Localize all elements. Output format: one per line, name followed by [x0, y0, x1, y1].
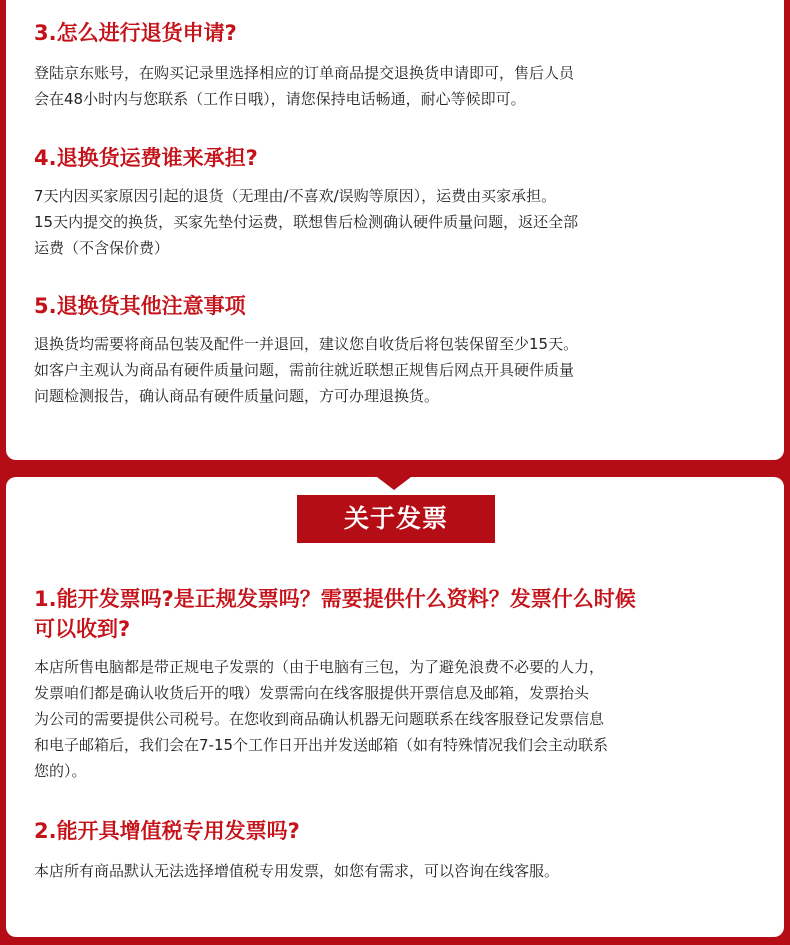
- answer-line: 15天内提交的换货，买家先垫付运费，联想售后检测确认硬件质量问题，返还全部: [34, 213, 579, 231]
- invoice-faq-card: [6, 477, 784, 937]
- faq-answer-shipping-cost: [34, 183, 784, 261]
- answer-line: 发票咱们都是确认收货后开的哦）发票需向在线客服提供开票信息及邮箱，发票抬头: [34, 684, 590, 702]
- faq-answer-return-application: [34, 60, 784, 112]
- faq-answer-invoice: [34, 654, 784, 784]
- question-line: 1.能开发票吗?是正规发票吗？需要提供什么资料？发票什么时候: [34, 587, 636, 611]
- answer-line: 和电子邮箱后，我们会在7-15个工作日开出并发送邮箱（如有特殊情况我们会主动联系: [34, 736, 609, 754]
- faq-question-return-application: 3.怎么进行退货申请?: [34, 21, 237, 45]
- answer-line: 问题检测报告，确认商品有硬件质量问题，方可办理退换货。: [34, 387, 440, 405]
- answer-line: 本店所售电脑都是带正规电子发票的（由于电脑有三包，为了避免浪费不必要的人力，: [34, 658, 605, 676]
- answer-line: 为公司的需要提供公司税号。在您收到商品确认机器无问题联系在线客服登记发票信息: [34, 710, 605, 728]
- card-divider-notch: [377, 477, 411, 490]
- faq-question-return-notes: 5.退换货其他注意事项: [34, 294, 246, 318]
- faq-question-invoice: [34, 584, 734, 644]
- answer-line: 运费（不含保价费）: [34, 239, 170, 257]
- answer-line: 登陆京东账号，在购买记录里选择相应的订单商品提交退换货申请即可，售后人员: [34, 64, 575, 82]
- faq-answer-return-notes: [34, 331, 784, 409]
- answer-line: 7天内因买家原因引起的退货（无理由/不喜欢/误购等原因），运费由买家承担。: [34, 187, 557, 205]
- faq-question-vat-invoice: 2.能开具增值税专用发票吗?: [34, 819, 300, 843]
- answer-line: 本店所有商品默认无法选择增值税专用发票，如您有需求，可以咨询在线客服。: [34, 862, 560, 880]
- return-faq-card: [6, 0, 784, 460]
- answer-line: 退换货均需要将商品包装及配件一并退回，建议您自收货后将包装保留至少15天。: [34, 335, 579, 353]
- question-line: 可以收到?: [34, 617, 131, 641]
- invoice-section-banner: 关于发票: [297, 495, 495, 543]
- faq-answer-vat-invoice: [34, 858, 784, 884]
- answer-line: 会在48小时内与您联系（工作日哦），请您保持电话畅通，耐心等候即可。: [34, 90, 526, 108]
- answer-line: 您的）。: [34, 762, 87, 780]
- answer-line: 如客户主观认为商品有硬件质量问题，需前往就近联想正规售后网点开具硬件质量: [34, 361, 575, 379]
- faq-question-shipping-cost: 4.退换货运费谁来承担?: [34, 146, 258, 170]
